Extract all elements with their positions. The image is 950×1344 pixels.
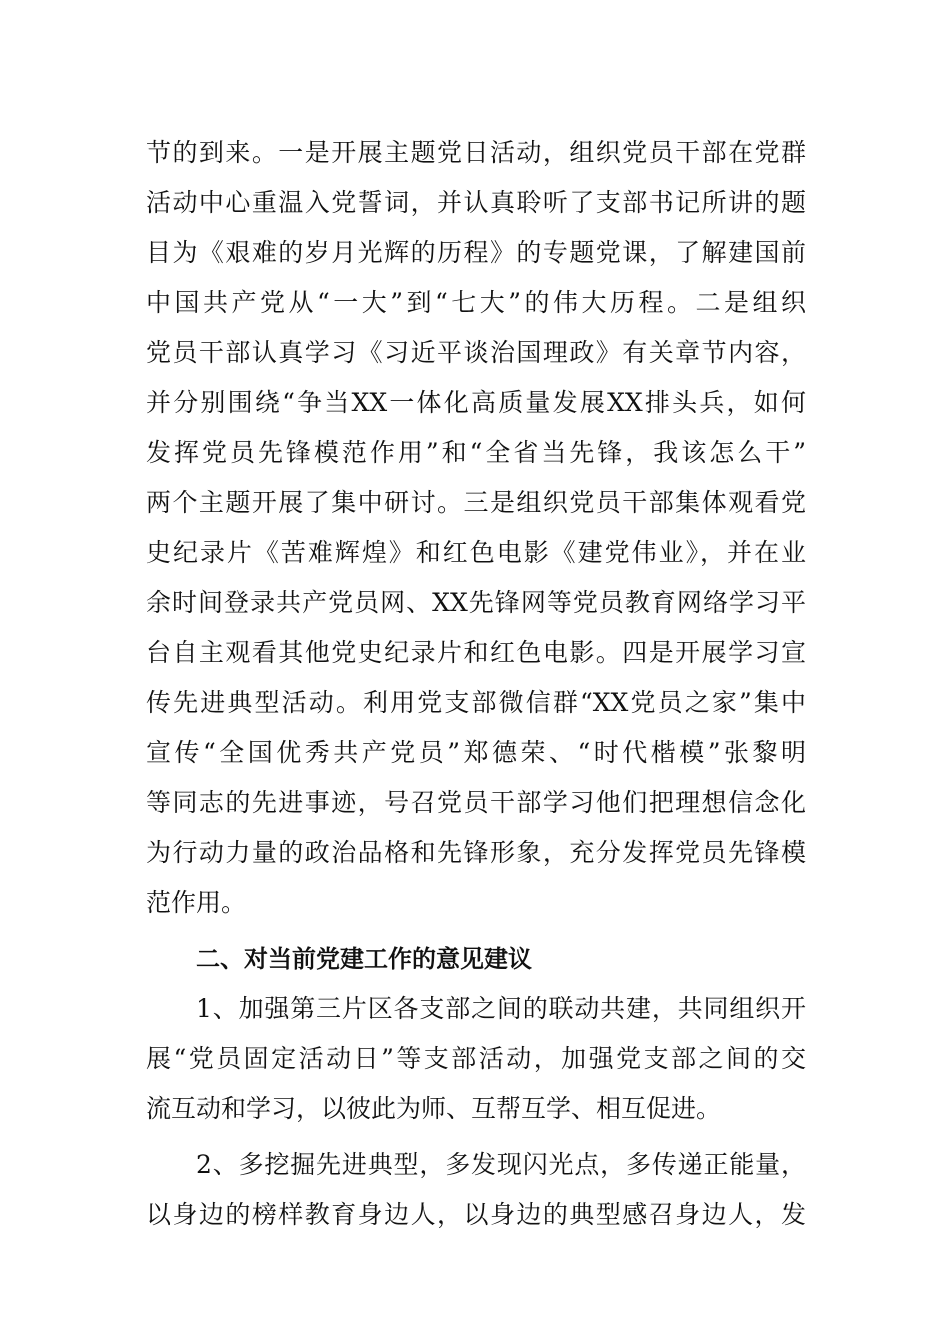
text-line: 两个主题开展了集中研讨。三是组织党员干部集体观看党 bbox=[146, 488, 806, 517]
paragraph-suggestion-2 bbox=[146, 1140, 806, 1240]
text-line: 为行动力量的政治品格和先锋形象，充分发挥党员先锋模 bbox=[146, 838, 806, 867]
section-heading: 二、对当前党建工作的意见建议 bbox=[196, 945, 532, 973]
text-line: 等同志的先进事迹，号召党员干部学习他们把理想信念化 bbox=[146, 788, 806, 817]
text-line: 活动中心重温入党誓词，并认真聆听了支部书记所讲的题 bbox=[146, 188, 806, 217]
text-line: 党员干部认真学习《习近平谈治国理政》有关章节内容， bbox=[146, 338, 806, 367]
text-line: 史纪录片《苦难辉煌》和红色电影《建党伟业》，并在业 bbox=[146, 538, 806, 567]
text-line: 并分别围绕“争当XX一体化高质量发展XX排头兵，如何 bbox=[146, 388, 806, 417]
text-line: 传先进典型活动。利用党支部微信群“XX党员之家”集中 bbox=[146, 688, 806, 717]
text-line: 1、加强第三片区各支部之间的联动共建，共同组织开 bbox=[196, 994, 806, 1023]
paragraph-activities bbox=[146, 128, 806, 928]
text-line: 2、多挖掘先进典型，多发现闪光点，多传递正能量， bbox=[196, 1150, 806, 1179]
text-line: 节的到来。一是开展主题党日活动，组织党员干部在党群 bbox=[146, 138, 806, 167]
text-line: 余时间登录共产党员网、XX先锋网等党员教育网络学习平 bbox=[146, 588, 806, 617]
text-line: 台自主观看其他党史纪录片和红色电影。四是开展学习宣 bbox=[146, 638, 806, 667]
document-body bbox=[146, 128, 806, 1240]
text-line: 以身边的榜样教育身边人，以身边的典型感召身边人，发 bbox=[146, 1200, 806, 1229]
text-line: 目为《艰难的岁月光辉的历程》的专题党课，了解建国前 bbox=[146, 238, 806, 267]
paragraph-suggestion-1 bbox=[146, 984, 806, 1134]
text-line: 范作用。 bbox=[146, 888, 247, 917]
text-line: 流互动和学习，以彼此为师、互帮互学、相互促进。 bbox=[146, 1094, 722, 1123]
text-line: 宣传“全国优秀共产党员”郑德荣、“时代楷模”张黎明 bbox=[146, 738, 806, 767]
text-line: 展“党员固定活动日”等支部活动，加强党支部之间的交 bbox=[146, 1044, 806, 1073]
text-line: 中国共产党从“一大”到“七大”的伟大历程。二是组织 bbox=[146, 288, 806, 317]
text-line: 发挥党员先锋模范作用”和“全省当先锋，我该怎么干” bbox=[146, 438, 806, 467]
